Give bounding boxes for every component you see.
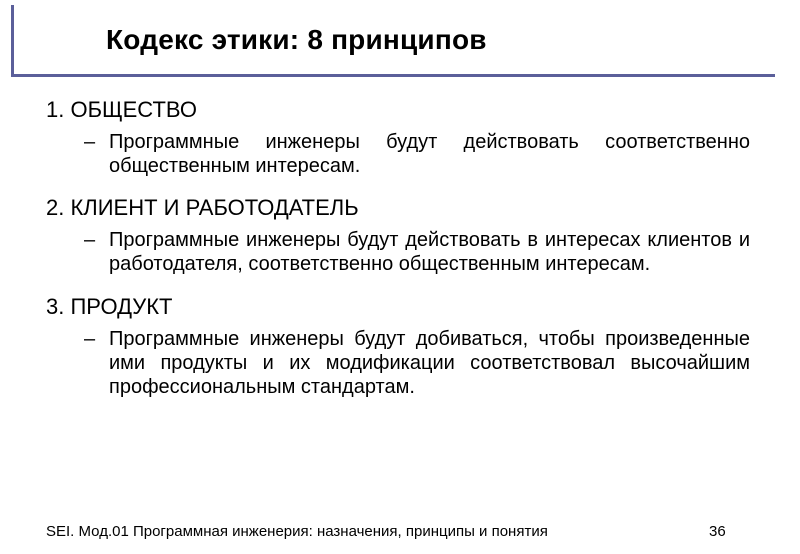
principle-heading: 3. ПРОДУКТ <box>46 294 173 319</box>
principle-description: Программные инженеры будут действовать соответственно общественным интересам. <box>109 131 750 177</box>
page-number: 36 <box>709 523 726 540</box>
principle-product <box>46 293 750 399</box>
principle-bullet <box>46 130 750 178</box>
slide-title: Кодекс этики: 8 принципов <box>106 24 487 55</box>
principle-description: Программные инженеры будут действовать в интересах клиентов и работодателя, соответственно общественным интересам. <box>109 229 750 275</box>
principle-heading: 1. ОБЩЕСТВО <box>46 97 197 122</box>
principle-heading: 2. КЛИЕНТ И РАБОТОДАТЕЛЬ <box>46 195 359 220</box>
principle-bullet <box>46 228 750 276</box>
bullet-dash: – <box>84 131 96 153</box>
principle-client-employer <box>46 194 750 276</box>
principle-bullet <box>46 327 750 399</box>
bullet-dash: – <box>84 229 96 251</box>
title-accent-bar-horizontal <box>11 74 775 77</box>
title-accent-bar-vertical <box>11 5 14 77</box>
bullet-dash: – <box>84 328 96 350</box>
slide-body <box>46 96 750 399</box>
principle-description: Программные инженеры будут добиваться, чтобы произведенные ими продукты и их модификации соответствовал высочайшим профессиональным стандартам. <box>109 328 750 398</box>
principle-society <box>46 96 750 178</box>
footer-course-title: SEI. Мод.01 Программная инженерия: назначения, принципы и понятия <box>46 523 548 540</box>
